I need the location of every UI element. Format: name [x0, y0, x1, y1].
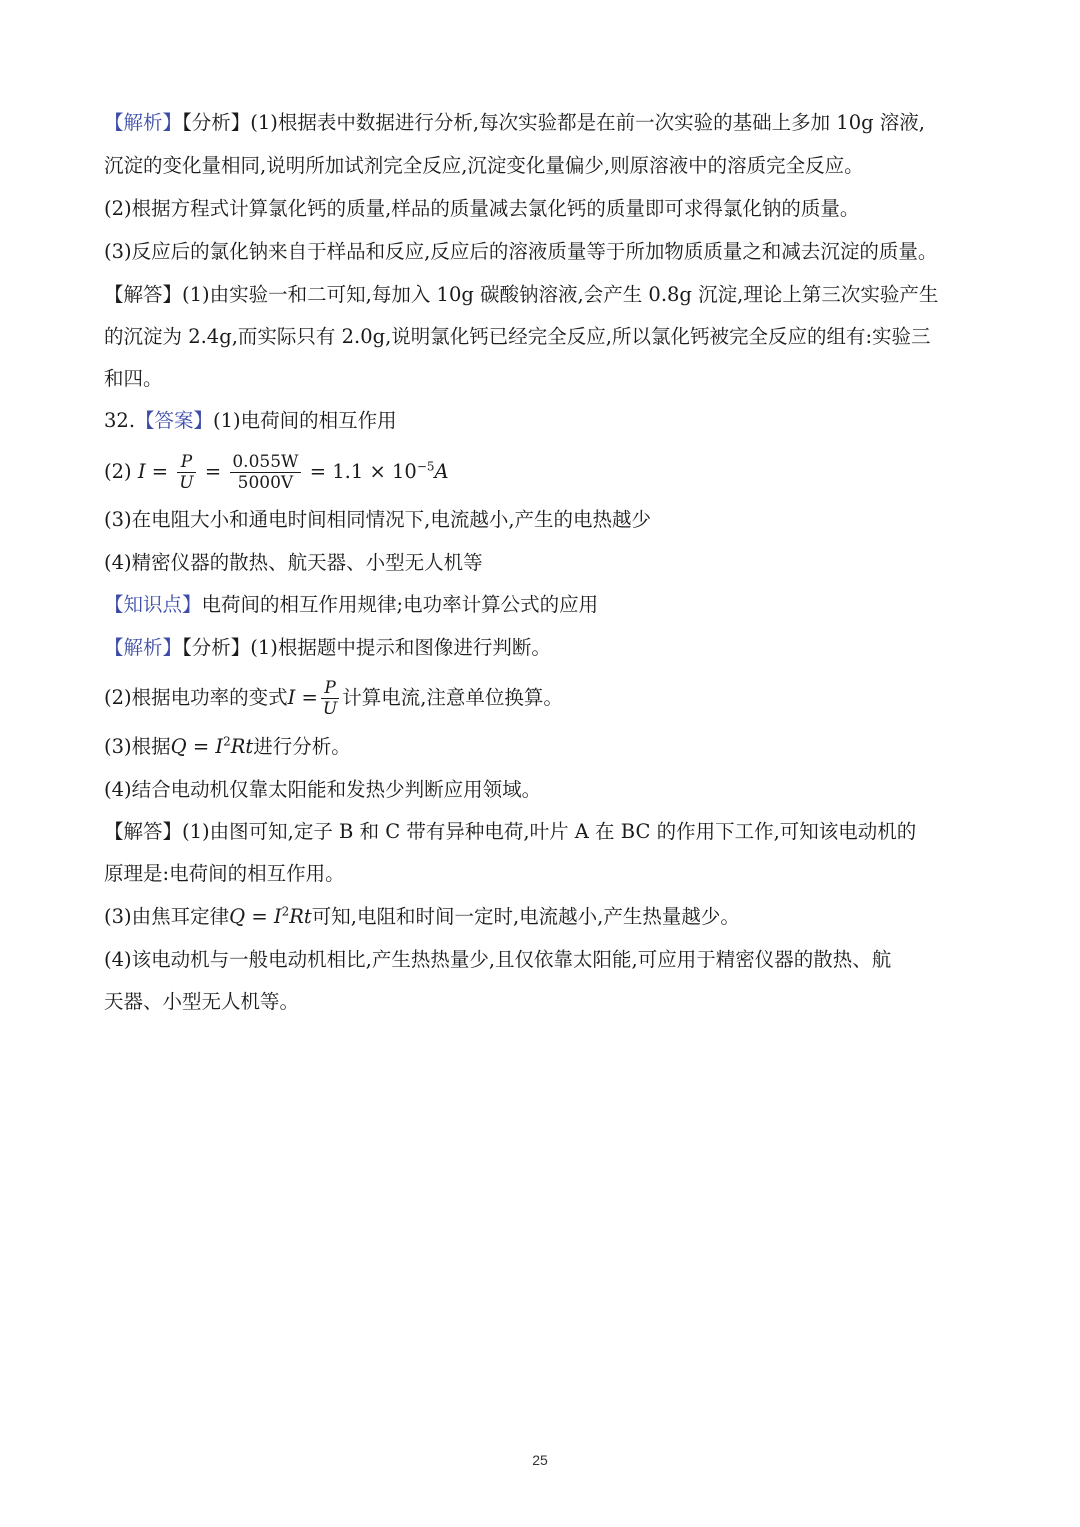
question-number: 32. [104, 409, 136, 432]
s32-answer-line-1 [104, 406, 984, 436]
s32-analysis-3a: (3)根据 [104, 735, 171, 758]
s32-analysis-4: (4)结合电动机仅靠太阳能和发热少判断应用领域。 [104, 778, 542, 801]
s32-ans-1: (1)电荷间的相互作用 [213, 409, 397, 432]
s32-answer-4b: 天器、小型无人机等。 [104, 990, 300, 1013]
s32-knowledge-line [104, 590, 984, 620]
s31-answer-line-1 [104, 280, 984, 310]
s32-answer-detail-line-1: 【解答】(1)由图可知,定子 B 和 C 带有异种电荷,叶片 A 在 BC 的作用下工作,可知该电动机的 [104, 820, 917, 843]
s32-answer-detail-line-2 [104, 859, 984, 889]
tag-fenxi: 【分析】 [182, 111, 251, 134]
s32-analysis-line-1: 【解析】【分析】(1)根据题中提示和图像进行判断。 [104, 636, 551, 659]
eq-unit: A [434, 460, 449, 483]
s32-answer-1a: (1)由图可知,定子 B 和 C 带有异种电荷,叶片 A 在 BC 的作用下工作,可知该电动机的 [182, 820, 917, 843]
eq-power-fraction-2: $\frac{P}{U}$ [322, 678, 338, 719]
s32-answer-line-4 [104, 548, 984, 578]
s32-analysis-line-4 [104, 775, 984, 805]
s31-answer-1a: (1)由实验一和二可知,每加入 10g 碳酸钠溶液,会产生 0.8g 沉淀,理论上第三次实验产生 [182, 283, 939, 306]
s32-answer-detail-line-5 [104, 987, 984, 1017]
s32-knowledge: 电荷间的相互作用规律;电功率计算公式的应用 [201, 593, 599, 616]
s32-analysis-line-2: (2)根据电功率的变式I = $\frac{P}{U}$ 计算电流,注意单位换算。 [104, 678, 563, 719]
s32-answer-3b: 可知,电阻和时间一定时,电流越小,产生热量越少。 [311, 905, 740, 928]
page-number: 25 [532, 1452, 548, 1468]
s32-analysis-2b: 计算电流,注意单位换算。 [342, 686, 563, 709]
s32-analysis-line-3: (3)根据$Q = I^2Rt$进行分析。 [104, 734, 351, 758]
s32-answer-line-2: (2) I = $\frac{P}{U}$ = $\frac{0.055W}{5000V}$ = $1.1 \times 10^{-5}A$ [104, 452, 449, 493]
s31-analysis-1b: 沉淀的变化量相同,说明所加试剂完全反应,沉淀变化量偏少,则原溶液中的溶质完全反应。 [104, 154, 864, 177]
s31-analysis-2: (2)根据方程式计算氯化钙的质量,样品的质量减去氯化钙的质量即可求得氯化钠的质量。 [104, 197, 860, 220]
s32-ans-4: (4)精密仪器的散热、航天器、小型无人机等 [104, 551, 483, 574]
s32-answer-4a: (4)该电动机与一般电动机相比,产生热热量少,且仅依靠太阳能,可应用于精密仪器的散热、航 [104, 948, 892, 971]
eq-value-fraction: $\frac{0.055W}{5000V}$ [232, 452, 299, 493]
s32-answer-1b: 原理是:电荷间的相互作用。 [104, 862, 345, 885]
s31-answer-1b: 的沉淀为 2.4g,而实际只有 2.0g,说明氯化钙已经完全反应,所以氯化钙被完全反应的组有:实验三 [104, 325, 931, 348]
s31-analysis-line-2 [104, 151, 984, 181]
s32-analysis-2a: (2)根据电功率的变式 [104, 686, 288, 709]
eq-equals: = [151, 460, 169, 483]
s31-analysis-line-4 [104, 237, 984, 267]
s32-answer-detail-line-4 [104, 945, 984, 975]
s31-answer-line-3 [104, 364, 984, 394]
s31-analysis-3: (3)反应后的氯化钠来自于样品和反应,反应后的溶液质量等于所加物质质量之和减去沉淀的质量。 [104, 240, 938, 263]
s31-answer-line-2 [104, 322, 984, 352]
s32-answer-line-3 [104, 505, 984, 535]
s32-ans-2-prefix: (2) [104, 460, 132, 483]
eq-power-fraction: $\frac{P}{U}$ [179, 452, 194, 493]
s31-analysis-line-1 [104, 108, 984, 138]
eq-result: = 1.1 × 10 [309, 460, 417, 483]
s32-analysis-1: (1)根据题中提示和图像进行判断。 [250, 636, 551, 659]
s32-answer-3a: (3)由焦耳定律 [104, 905, 230, 928]
s32-ans-3: (3)在电阻大小和通电时间相同情况下,电流越小,产生的电热越少 [104, 508, 652, 531]
eq-exponent: −5 [416, 459, 435, 474]
s31-answer-1c: 和四。 [104, 367, 163, 390]
tag-daan: 【答案】 [135, 409, 214, 432]
s31-analysis-line-3 [104, 194, 984, 224]
tag-zhishidian: 【知识点】 [104, 593, 202, 616]
tag-jiexi: 【解析】 [104, 111, 183, 134]
tag-jieda: 【解答】 [104, 283, 183, 306]
s31-analysis-1a: (1)根据表中数据进行分析,每次实验都是在前一次实验的基础上多加 10g 溶液, [250, 111, 925, 134]
s32-answer-detail-line-3: (3)由焦耳定律$Q = I^2Rt$可知,电阻和时间一定时,电流越小,产生热量越少。 [104, 904, 740, 928]
eq-current-symbol: I [137, 460, 146, 483]
s32-analysis-3b: 进行分析。 [253, 735, 351, 758]
